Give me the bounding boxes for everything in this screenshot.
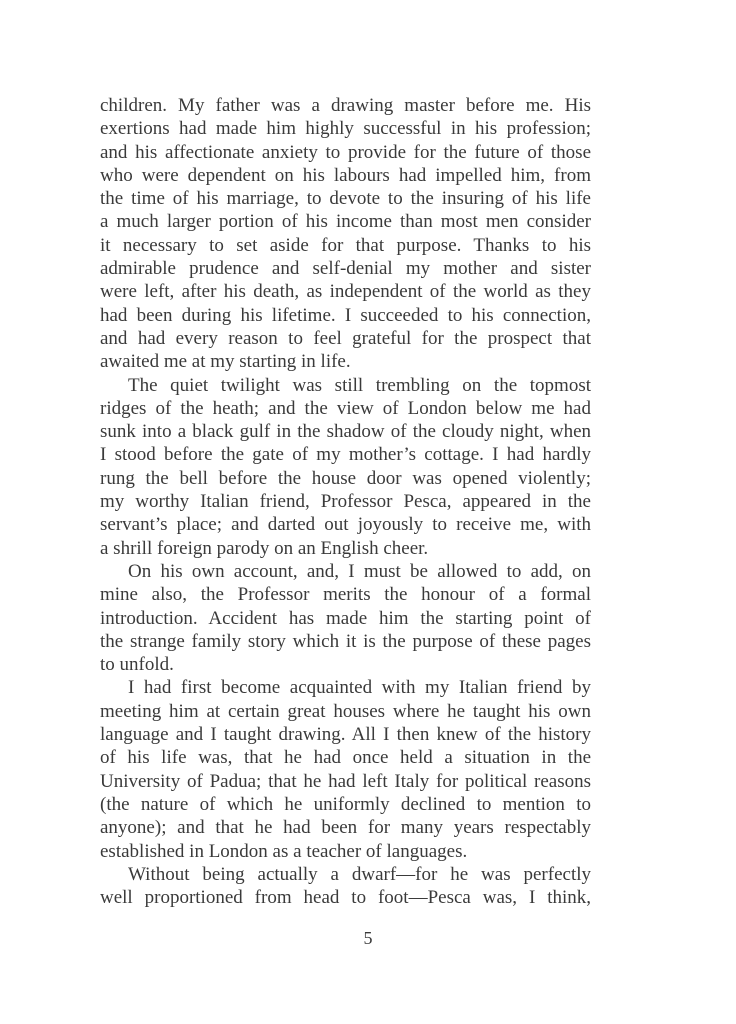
text-line: a much larger portion of his income than most men consider: [100, 211, 591, 233]
text-line: of his life was, that he had once held a situation in the: [100, 747, 591, 769]
text-line: had been during his lifetime. I succeeded to his connection,: [100, 304, 591, 326]
text-line: rung the bell before the house door was opened violently;: [100, 467, 591, 489]
text-line: and had every reason to feel grateful for the prospect that: [100, 327, 591, 349]
text-line: The quiet twilight was still trembling on the topmost: [128, 374, 591, 396]
text-line: well proportioned from head to foot—Pesca was, I think,: [100, 887, 591, 909]
paragraph: [100, 676, 591, 862]
text-line: mine also, the Professor merits the honour of a formal: [100, 584, 591, 606]
text-line: servant’s place; and darted out joyously to receive me, with: [100, 514, 591, 536]
text-line: I had first become acquainted with my Italian friend by: [128, 677, 591, 699]
text-line: to unfold.: [100, 654, 174, 676]
text-line: meeting him at certain great houses where he taught his own: [100, 700, 591, 722]
paragraph: [100, 863, 591, 910]
text-line: exertions had made him highly successful in his profession;: [100, 118, 591, 140]
text-line: I stood before the gate of my mother’s cottage. I had hardly: [100, 444, 591, 466]
page-number: 5: [363, 928, 373, 948]
text-line: admirable prudence and self-denial my mother and sister: [100, 258, 591, 280]
text-line: the strange family story which it is the purpose of these pages: [100, 630, 591, 652]
text-line: established in London as a teacher of languages.: [100, 840, 468, 862]
paragraph: [100, 560, 591, 676]
text-line: children. My father was a drawing master before me. His: [100, 95, 591, 116]
text-line: and his affectionate anxiety to provide for the future of those: [100, 141, 591, 163]
text-line: my worthy Italian friend, Professor Pesca, appeared in the: [100, 491, 591, 513]
text-line: awaited me at my starting in life.: [100, 351, 351, 373]
text-line: it necessary to set aside for that purpose. Thanks to his: [100, 234, 591, 256]
text-line: who were dependent on his labours had impelled him, from: [100, 164, 591, 186]
text-line: a shrill foreign parody on an English cheer.: [100, 537, 429, 559]
text-line: were left, after his death, as independent of the world as they: [100, 281, 591, 303]
text-line: Without being actually a dwarf—for he was perfectly: [128, 863, 591, 885]
text-line: ridges of the heath; and the view of London below me had: [100, 397, 591, 419]
text-line: the time of his marriage, to devote to the insuring of his life: [100, 188, 591, 210]
text-line: sunk into a black gulf in the shadow of the cloudy night, when: [100, 421, 591, 443]
text-line: (the nature of which he uniformly declined to mention to: [100, 793, 591, 815]
text-line: anyone); and that he had been for many years respectably: [100, 817, 591, 839]
text-line: language and I taught drawing. All I then knew of the history: [100, 724, 591, 746]
text-line: On his own account, and, I must be allowed to add, on: [128, 560, 591, 582]
text-block: [100, 94, 591, 909]
paragraph: [100, 94, 591, 374]
text-line: introduction. Accident has made him the starting point of: [100, 607, 591, 629]
text-line: University of Padua; that he had left Italy for political reasons: [100, 770, 591, 792]
paragraph: [100, 374, 591, 560]
